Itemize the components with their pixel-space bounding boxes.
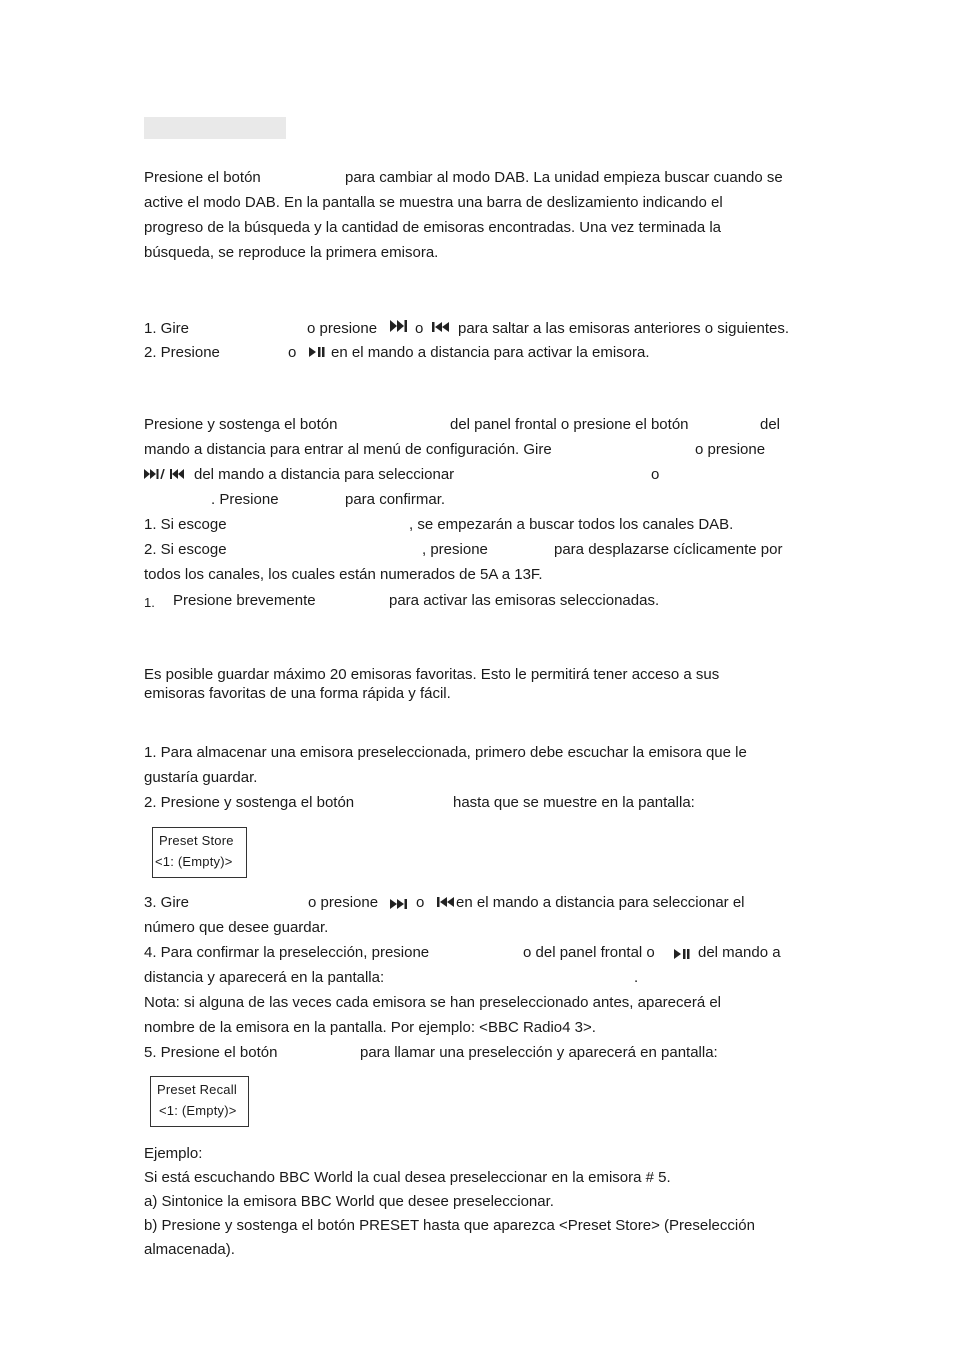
previous-track-icon	[432, 322, 450, 332]
scan-line4-b: para confirmar.	[345, 491, 446, 508]
lcd-preset-store	[152, 827, 247, 878]
example-heading: Ejemplo:	[144, 1145, 203, 1162]
lcd-line2: <1: (Empty)>	[155, 854, 233, 869]
previous-track-icon	[437, 897, 455, 907]
scan-line5-b: , se empezarán a buscar todos los canales DAB.	[409, 516, 734, 533]
preset-intro-line1: Es posible guardar máximo 20 emisoras favoritas. Esto le permitirá tener acceso a sus	[144, 666, 720, 683]
preset-step3-line2: número que desee guardar.	[144, 919, 329, 936]
select-step2-c: en el mando a distancia para activar la emisora.	[331, 344, 650, 361]
select-step1-c: o	[415, 320, 424, 337]
preset-note-line1: Nota: si alguna de las veces cada emisora se han preseleccionado antes, aparecerá el	[144, 994, 722, 1011]
preset-step4-line2-a: distancia y aparecerá en la pantalla:	[144, 969, 385, 986]
dab-line2: active el modo DAB. En la pantalla se muestra una barra de deslizamiento indicando el	[144, 194, 723, 211]
example-line2: a) Sintonice la emisora BBC World que desee preseleccionar.	[144, 1193, 554, 1210]
lcd-line1: Preset Store	[159, 833, 234, 848]
lcd-preset-recall	[150, 1076, 249, 1127]
preset-step1-line1: 1. Para almacenar una emisora preseleccionada, primero debe escuchar la emisora que le	[144, 744, 747, 761]
scan-line6-c: para desplazarse cíclicamente por	[554, 541, 783, 558]
preset-step4-c: del mando a	[698, 944, 781, 961]
preset-step4-b: o del panel frontal o	[523, 944, 655, 961]
play-pause-icon	[674, 949, 690, 959]
scan-line8-b: para activar las emisoras seleccionadas.	[389, 592, 660, 609]
preset-step3-c: o	[416, 894, 425, 911]
select-step1-a: 1. Gire	[144, 320, 190, 337]
lcd-line2: <1: (Empty)>	[159, 1103, 237, 1118]
scan-line2-b: o presione	[695, 441, 766, 458]
preset-step5-a: 5. Presione el botón	[144, 1044, 278, 1061]
preset-step3-b: o presione	[308, 894, 379, 911]
scan-line5-a: 1. Si escoge	[144, 516, 227, 533]
scan-line3-b: o	[651, 466, 660, 483]
select-step1-b: o presione	[307, 320, 378, 337]
scan-line8-num: 1.	[144, 595, 155, 610]
dab-line1-b: para cambiar al modo DAB. La unidad empieza buscar cuando se	[345, 169, 783, 186]
scan-line1-a: Presione y sostenga el botón	[144, 416, 338, 433]
example-line3: b) Presione y sostenga el botón PRESET hasta que aparezca <Preset Store> (Preselección	[144, 1217, 755, 1234]
example-line1: Si está escuchando BBC World la cual desea preseleccionar en la emisora # 5.	[144, 1169, 671, 1186]
dab-line3: progreso de la búsqueda y la cantidad de emisoras encontradas. Una vez terminada la	[144, 219, 722, 236]
example-line4: almacenada).	[144, 1241, 235, 1258]
scan-line1-c: del	[760, 416, 781, 433]
preset-step5-b: para llamar una preselección y aparecerá en pantalla:	[360, 1044, 718, 1061]
preset-step4-a: 4. Para confirmar la preselección, presione	[144, 944, 430, 961]
scan-line8-a: Presione brevemente	[173, 592, 316, 609]
scan-line6-a: 2. Si escoge	[144, 541, 227, 558]
preset-step3-a: 3. Gire	[144, 894, 190, 911]
select-step2-a: 2. Presione	[144, 344, 220, 361]
scan-line1-b: del panel frontal o presione el botón	[450, 416, 689, 433]
next-previous-icon	[144, 469, 188, 479]
play-pause-icon	[309, 347, 325, 357]
preset-note-line2: nombre de la emisora en la pantalla. Por ejemplo: <BBC Radio4 3>.	[144, 1019, 596, 1036]
preset-step4-line2-b: .	[634, 969, 639, 986]
preset-step2-a: 2. Presione y sostenga el botón	[144, 794, 355, 811]
next-track-icon	[390, 899, 408, 909]
select-step2-b: o	[288, 344, 297, 361]
preset-step1-line2: gustaría guardar.	[144, 769, 258, 786]
scan-line6-b: , presione	[422, 541, 488, 558]
scan-line7: todos los canales, los cuales están numerados de 5A a 13F.	[144, 566, 543, 583]
next-track-icon	[390, 320, 408, 332]
dab-line1-a: Presione el botón	[144, 169, 261, 186]
select-step1-d: para saltar a las emisoras anteriores o siguientes.	[458, 320, 789, 337]
scan-line2-a: mando a distancia para entrar al menú de configuración. Gire	[144, 441, 552, 458]
lcd-line1: Preset Recall	[157, 1082, 237, 1097]
scan-line4-a: . Presione	[211, 491, 279, 508]
section-heading-placeholder	[144, 117, 286, 139]
preset-step3-d: en el mando a distancia para seleccionar el	[456, 894, 745, 911]
scan-line3-a: del mando a distancia para seleccionar	[194, 466, 455, 483]
dab-line4: búsqueda, se reproduce la primera emisora.	[144, 244, 439, 261]
preset-step2-b: hasta que se muestre en la pantalla:	[453, 794, 695, 811]
preset-intro-line2: emisoras favoritas de una forma rápida y fácil.	[144, 685, 451, 702]
